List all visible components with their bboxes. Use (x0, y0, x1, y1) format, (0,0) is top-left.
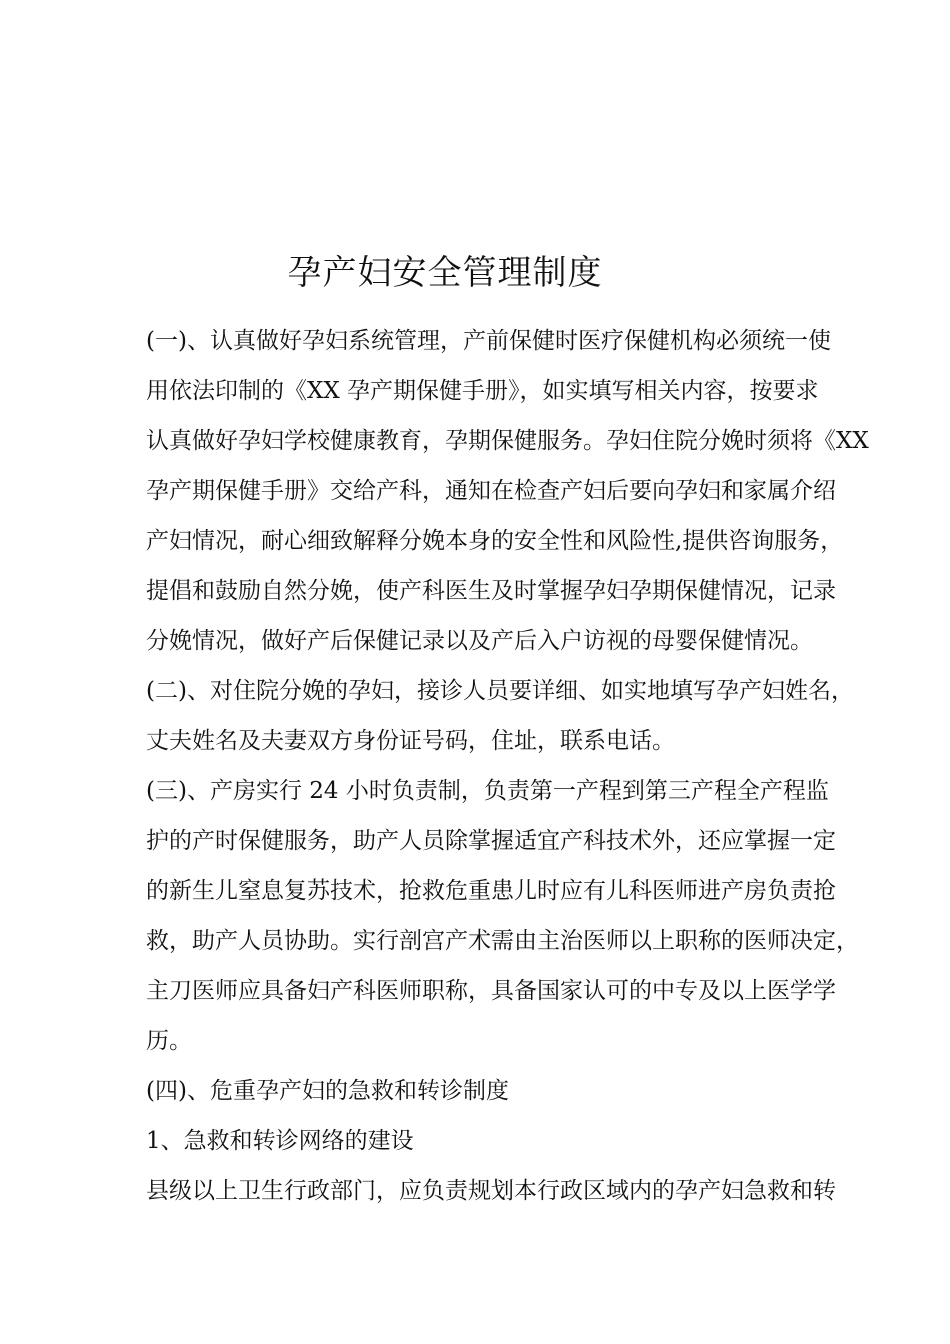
text-line: 护的产时保健服务，助产人员除掌握适宜产科技术外，还应掌握一定 (146, 828, 836, 854)
text-line: (二)、对住院分娩的孕妇，接诊人员要详细、如实地填写孕产妇姓名， (146, 678, 854, 704)
text-line: 历。 (146, 1028, 192, 1054)
text-line: 县级以上卫生行政部门，应负责规划本行政区域内的孕产妇急救和转 (146, 1178, 836, 1204)
text-line: (三)、产房实行 24 小时负责制，负责第一产程到第三产程全产程监 (146, 778, 829, 804)
text-line: 提倡和鼓励自然分娩，使产科医生及时掌握孕妇孕期保健情况，记录 (146, 578, 836, 604)
text-line: 认真做好孕妇学校健康教育，孕期保健服务。孕妇住院分娩时须将《XX (146, 428, 869, 454)
text-line: 产妇情况，耐心细致解释分娩本身的安全性和风险性,提供咨询服务， (146, 528, 844, 554)
text-line: 主刀医师应具备妇产科医师职称，具备国家认可的中专及以上医学学 (146, 978, 836, 1004)
text-line: 的新生儿窒息复苏技术，抢救危重患儿时应有儿科医师进产房负责抢 (146, 878, 836, 904)
section-heading: (四)、危重孕产妇的急救和转诊制度 (146, 1078, 509, 1104)
text-line: 丈夫姓名及夫妻双方身份证号码，住址，联系电话。 (146, 728, 675, 754)
text-line: (一)、认真做好孕妇系统管理，产前保健时医疗保健机构必须统一使 (146, 328, 831, 354)
document-title: 孕产妇安全管理制度 (287, 253, 603, 293)
text-line: 分娩情况，做好产后保健记录以及产后入户访视的母婴保健情况。 (146, 628, 813, 654)
subsection-heading: 1、急救和转诊网络的建设 (146, 1128, 414, 1154)
text-line: 救，助产人员协助。实行剖宫产术需由主治医师以上职称的医师决定， (146, 928, 859, 954)
document-body (146, 316, 869, 1216)
text-line: 孕产期保健手册》交给产科，通知在检查产妇后要向孕妇和家属介绍 (146, 478, 836, 504)
text-line: 用依法印制的《XX 孕产期保健手册》，如实填写相关内容，按要求 (146, 378, 819, 404)
